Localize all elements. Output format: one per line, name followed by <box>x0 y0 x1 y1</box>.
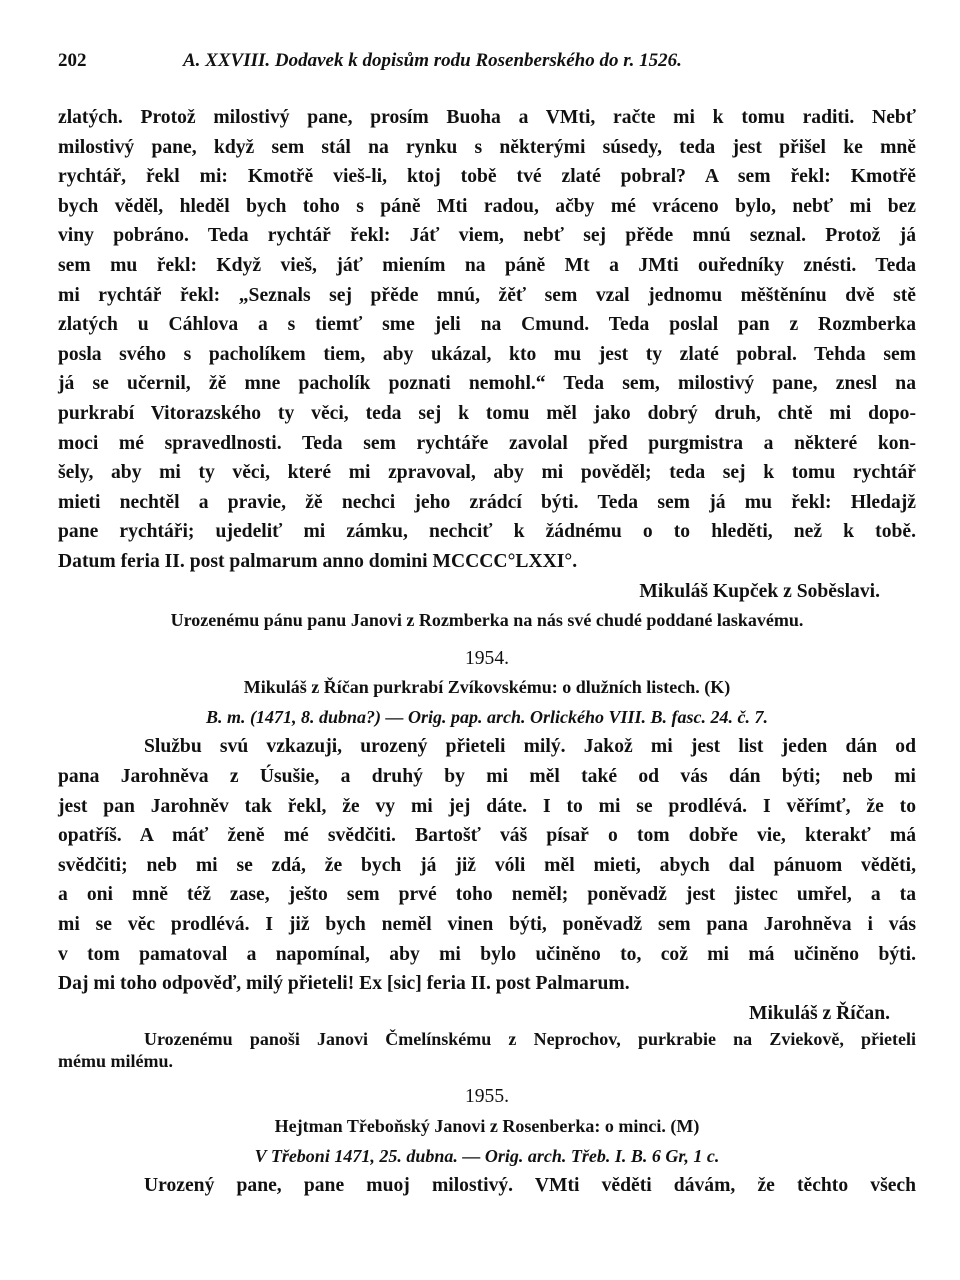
letter-number: 1954. <box>464 647 510 669</box>
page-body <box>58 103 916 1201</box>
text-line: bych věděl, hleděl bych toho s páně Mti radou, ačby mé vráceno bylo, nebť mi bez <box>58 195 916 217</box>
text-line: pana Jarohněva z Úsušie, a druhý by mi měl také od vás dán býti; neb mi <box>58 766 916 788</box>
letter-1955 <box>58 1082 916 1200</box>
letter-heading: Mikuláš z Říčan purkrabí Zvíkovskému: o dlužních listech. (K) <box>243 677 731 698</box>
letter-number: 1955. <box>464 1086 510 1108</box>
letter-source: B. m. (1471, 8. dubna?) — Orig. pap. arch. Orlického VIII. B. fasc. 24. č. 7. <box>205 706 769 727</box>
text-line: zlatých. Protož milostivý pane, prosím Buoha a VMti, račte mi k tomu raditi. Nebť <box>58 107 916 128</box>
text-line: mi se věc prodlévá. I již bych neměl vinen býti, poněvadž sem pana Jarohněva i vás <box>58 914 916 936</box>
text-line: Urozený pane, pane muoj milostivý. VMti věděti dávám, že těchto všech <box>144 1175 916 1197</box>
signature: Mikuláš z Říčan. <box>749 1002 890 1024</box>
page-header <box>58 50 918 80</box>
text-line: milostivý pane, když sem stál na rynku s některými súsedy, teda jest přišel ke mně <box>58 136 916 158</box>
text-line: jest pan Jarohněv tak řekl, že vy mi jej dáte. I to mi se prodlévá. I věřímť, že to <box>58 795 916 817</box>
text-line: Datum feria II. post palmarum anno domini MCCCC°LXXI°. <box>58 550 578 572</box>
text-line: posla svého s pacholíkem tiem, aby ukázal, kto mu jest ty zlaté pobral. Tehda sem <box>58 343 916 365</box>
letter-continuation <box>58 103 916 636</box>
text-line: svědčiti; neb mi se zdá, že bych já již vóli měl mieti, abych dal pánuom věděti, <box>58 854 916 876</box>
text-line: já se učernil, žě mne pacholík poznati nemohl.“ Teda sem, milostivý pane, znesl na <box>58 373 916 395</box>
letter-1954 <box>58 644 916 1073</box>
address: Urozenému panoši Janovi Čmelínskému z Neprochov, purkrabie na Zviekově, přieteli <box>144 1029 916 1050</box>
text-line: opatříš. A máť ženě mé svědčiti. Bartošť váš písař o tom dobře vie, kterakť má <box>58 825 916 847</box>
address: mému milému. <box>58 1051 173 1072</box>
text-line: sem mu řekl: Když vieš, jáť miením na páně Mt a JMti ouředníky znésti. Teda <box>58 254 916 276</box>
text-line: pane rychtáři; ujedeliť mi zámku, nechciť k žádnému o to hleděti, než k tobě. <box>58 521 916 543</box>
text-line: viny pobráno. Teda rychtář řekl: Jáť viem, nebť sej přěde mnú seznal. Protož já <box>58 225 916 247</box>
text-line: v tom pamatoval a napomínal, aby mi bylo učiněno to, což mi má učiněno býti. <box>58 943 916 965</box>
letter-source: V Třeboni 1471, 25. dubna. — Orig. arch. Třeb. I. B. 6 Gr, 1 c. <box>254 1145 720 1166</box>
text-line: a oni mně též zase, ješto sem prvé toho neměl; poněvadž jest jistec umřel, a ta <box>58 884 916 906</box>
text-line: Službu svú vzkazuji, urozený přieteli milý. Jakož mi jest list jeden dán od <box>144 736 916 758</box>
running-title: A. XXVIII. Dodavek k dopisům rodu Rosenberského do r. 1526. <box>183 50 682 71</box>
page-number: 202 <box>58 50 87 71</box>
text-line: šely, aby mi ty věci, které mi zpravoval, aby mi pověděl; teda sej k tomu rychtář <box>58 462 916 484</box>
text-line: rychtář, řekl mi: Kmotřě vieš-li, ktoj tobě tvé zlaté pobral? A sem řekl: Kmotřě <box>58 166 916 188</box>
text-line: moci mé spravedlnosti. Teda sem rychtáře zavolal před purgmistra a některé kon- <box>58 432 916 454</box>
text-line: mi rychtář řekl: „Seznals sej přěde mnú, žěť sem vzal jednomu měštěnínu dvě stě <box>58 284 916 306</box>
address: Urozenému pánu panu Janovi z Rozmberka na nás své chudé poddané laskavému. <box>170 610 804 631</box>
letter-heading: Hejtman Třeboňský Janovi z Rosenberka: o minci. (M) <box>274 1116 700 1136</box>
text-line: Daj mi toho odpověď, milý přieteli! Ex [sic] feria II. post Palmarum. <box>58 973 630 995</box>
text-line: zlatých u Cáhlova a s tiemť sme jeli na Cmund. Teda poslal pan z Rozmberka <box>58 314 916 336</box>
text-line: purkrabí Vitorazského ty věci, teda sej k tomu měl jako dobrý druh, chtě mi dopo- <box>58 402 916 424</box>
signature: Mikuláš Kupček z Soběslavi. <box>639 580 880 602</box>
text-line: mieti nechtěl a pravie, žě nechci jeho zrádcí býti. Teda sem já mu řekl: Hledajž <box>58 491 916 513</box>
